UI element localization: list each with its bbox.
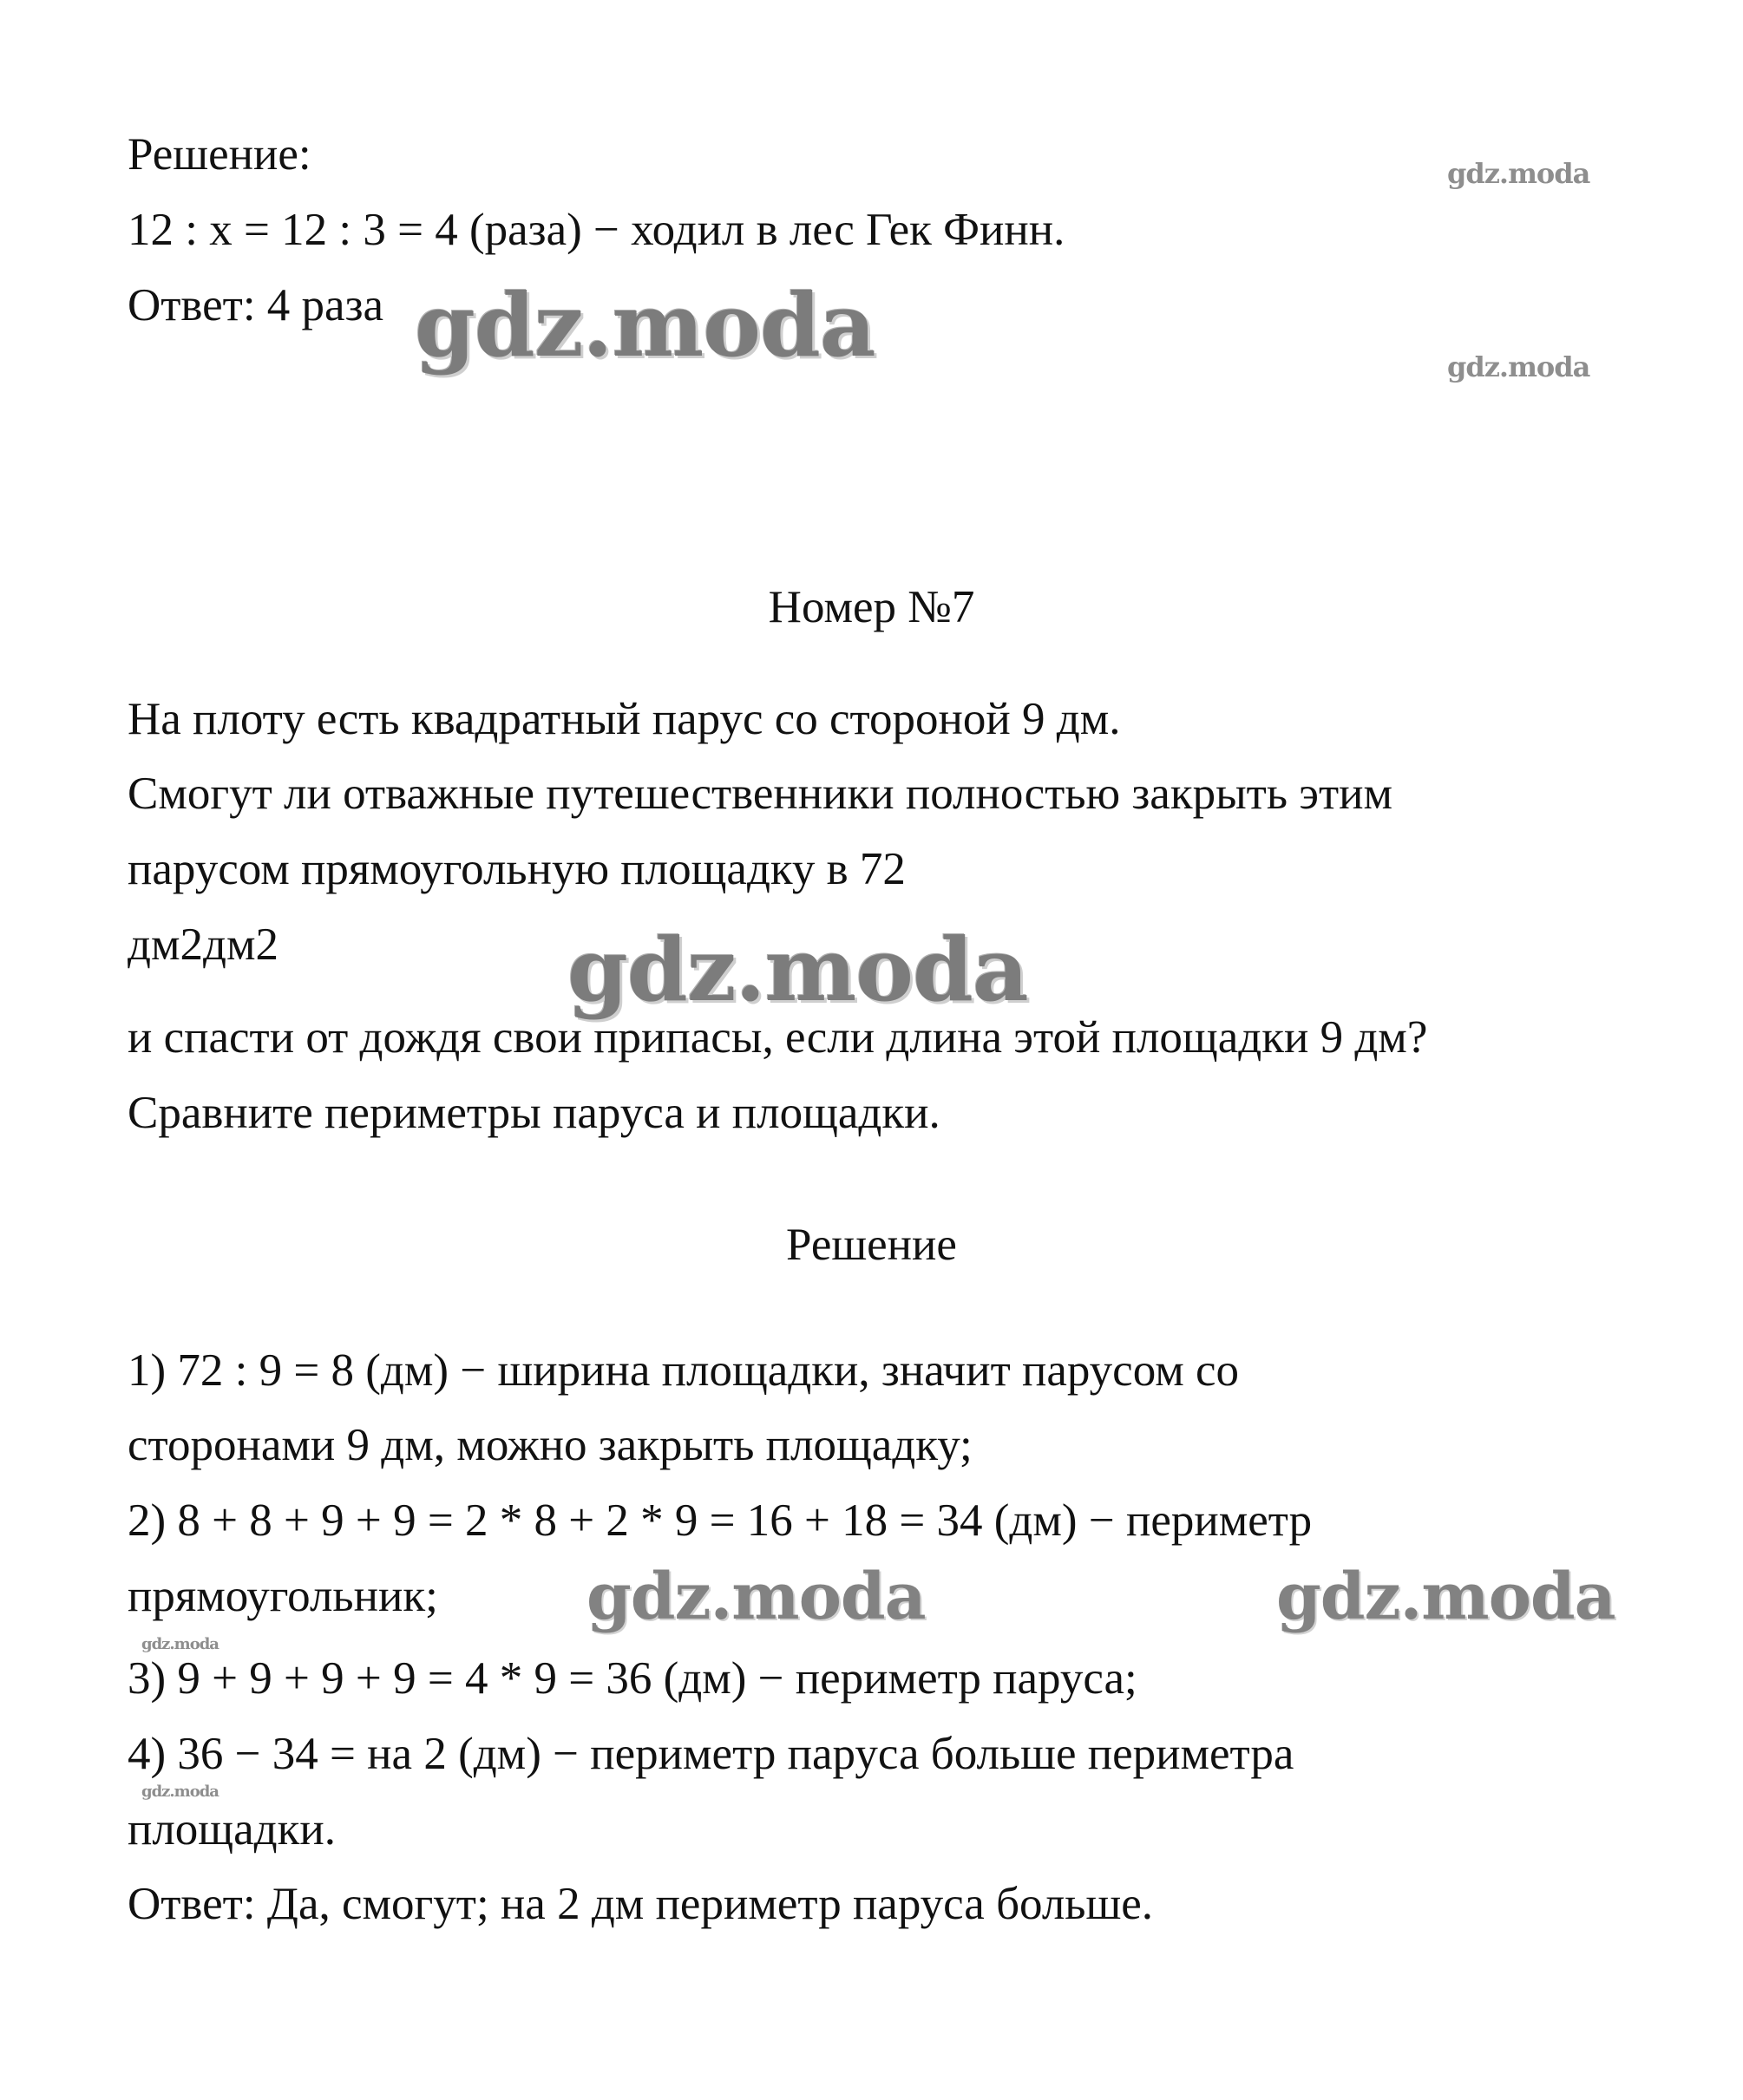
solution-heading: Решение bbox=[786, 1220, 957, 1270]
task-title: Номер №7 bbox=[768, 582, 975, 632]
watermark-large-2: gdz.moda bbox=[567, 919, 1028, 1021]
prev-solution-heading: Решение: bbox=[128, 129, 311, 180]
task-line-6: Сравните периметры паруса и площадки. bbox=[128, 1088, 940, 1138]
task-line-2: Смогут ли отважные путешественники полностью закрыть этим bbox=[128, 769, 1393, 819]
watermark-medium-2: gdz.moda bbox=[1276, 1560, 1615, 1634]
solution-line-4: прямоугольник; bbox=[128, 1571, 438, 1621]
prev-solution-line: 12 : х = 12 : 3 = 4 (раза) − ходил в лес Гек Финн. bbox=[128, 205, 1065, 255]
watermark-small-top: gdz.moda bbox=[1447, 157, 1590, 190]
solution-line-6: 4) 36 − 34 = на 2 (дм) − периметр паруса больше периметра bbox=[128, 1729, 1294, 1779]
solution-line-2: сторонами 9 дм, можно закрыть площадку; bbox=[128, 1420, 973, 1470]
watermark-large-1: gdz.moda bbox=[415, 274, 875, 376]
solution-line-3: 2) 8 + 8 + 9 + 9 = 2 * 8 + 2 * 9 = 16 + 18 = 34 (дм) − периметр bbox=[128, 1495, 1313, 1546]
solution-line-7: площадки. bbox=[128, 1804, 336, 1855]
solution-line-5: 3) 9 + 9 + 9 + 9 = 4 * 9 = 36 (дм) − периметр паруса; bbox=[128, 1653, 1137, 1704]
watermark-tiny-2: gdz.moda bbox=[141, 1783, 219, 1801]
prev-solution-answer: Ответ: 4 раза bbox=[128, 280, 384, 330]
task-line-4: дм2дм2 bbox=[128, 919, 279, 970]
solution-line-1: 1) 72 : 9 = 8 (дм) − ширина площадки, значит парусом со bbox=[128, 1345, 1240, 1396]
task-line-5: и спасти от дождя свои припасы, если длина этой площадки 9 дм? bbox=[128, 1012, 1428, 1063]
solution-answer: Ответ: Да, смогут; на 2 дм периметр паруса больше. bbox=[128, 1879, 1154, 1929]
watermark-medium-1: gdz.moda bbox=[586, 1560, 926, 1634]
task-line-3: парусом прямоугольную площадку в 72 bbox=[128, 844, 906, 894]
task-line-1: На плоту есть квадратный парус со стороной 9 дм. bbox=[128, 694, 1121, 744]
watermark-tiny-1: gdz.moda bbox=[141, 1635, 219, 1653]
watermark-small-mid: gdz.moda bbox=[1447, 350, 1590, 383]
